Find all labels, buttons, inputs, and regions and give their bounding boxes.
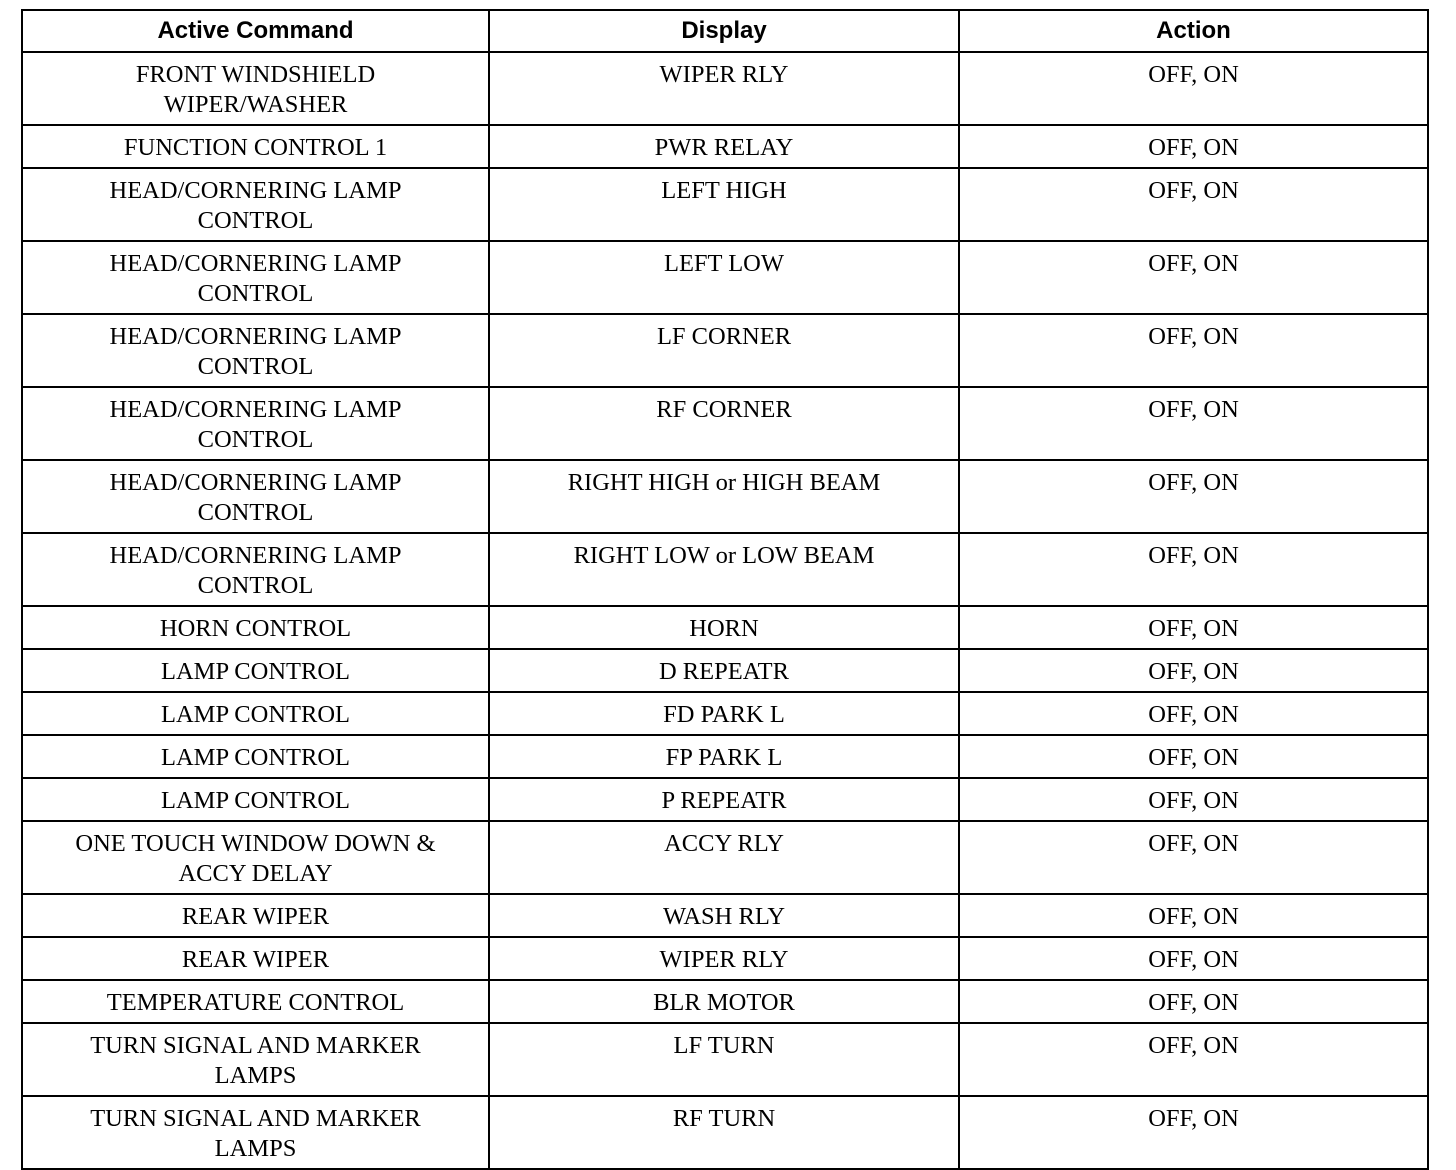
cell-active-command: [22, 1096, 489, 1169]
command-line: TURN SIGNAL AND MARKER: [90, 1032, 421, 1059]
command-line: LAMP CONTROL: [161, 744, 350, 771]
table-row: [22, 52, 1428, 125]
cell-active-command: [22, 241, 489, 314]
cell-action: OFF, ON: [959, 735, 1428, 778]
table-row: [22, 821, 1428, 894]
cell-active-command: [22, 937, 489, 980]
table-row: [22, 460, 1428, 533]
cell-display: FD PARK L: [489, 692, 959, 735]
command-line: CONTROL: [197, 499, 314, 526]
cell-display: FP PARK L: [489, 735, 959, 778]
cell-display: WIPER RLY: [489, 937, 959, 980]
cell-active-command: [22, 460, 489, 533]
cell-action: OFF, ON: [959, 387, 1428, 460]
cell-display: WASH RLY: [489, 894, 959, 937]
cell-active-command: [22, 980, 489, 1023]
cell-action: OFF, ON: [959, 1023, 1428, 1096]
command-line: TEMPERATURE CONTROL: [106, 989, 405, 1016]
cell-display: D REPEATR: [489, 649, 959, 692]
cell-active-command: [22, 692, 489, 735]
cell-action: OFF, ON: [959, 980, 1428, 1023]
table-row: [22, 533, 1428, 606]
command-line: LAMP CONTROL: [161, 658, 350, 685]
cell-action: OFF, ON: [959, 168, 1428, 241]
table-row: [22, 778, 1428, 821]
command-line: HEAD/CORNERING LAMP: [109, 542, 402, 569]
table-row: [22, 1023, 1428, 1096]
command-line: WIPER/WASHER: [163, 91, 348, 118]
cell-display: LF TURN: [489, 1023, 959, 1096]
command-line: HEAD/CORNERING LAMP: [109, 323, 402, 350]
command-line: LAMP CONTROL: [161, 787, 350, 814]
cell-display: HORN: [489, 606, 959, 649]
table-row: [22, 387, 1428, 460]
cell-action: OFF, ON: [959, 460, 1428, 533]
table-row: [22, 125, 1428, 168]
cell-action: OFF, ON: [959, 241, 1428, 314]
command-line: HEAD/CORNERING LAMP: [109, 177, 402, 204]
cell-action: OFF, ON: [959, 821, 1428, 894]
table-row: [22, 649, 1428, 692]
cell-display: ACCY RLY: [489, 821, 959, 894]
command-line: ONE TOUCH WINDOW DOWN &: [75, 830, 436, 857]
cell-action: OFF, ON: [959, 606, 1428, 649]
cell-action: OFF, ON: [959, 125, 1428, 168]
table-row: [22, 937, 1428, 980]
cell-active-command: [22, 52, 489, 125]
cell-active-command: [22, 649, 489, 692]
cell-display: P REPEATR: [489, 778, 959, 821]
command-line: TURN SIGNAL AND MARKER: [90, 1105, 421, 1132]
cell-display: WIPER RLY: [489, 52, 959, 125]
command-line: FUNCTION CONTROL 1: [123, 134, 388, 161]
cell-active-command: [22, 735, 489, 778]
command-line: HEAD/CORNERING LAMP: [109, 396, 402, 423]
cell-action: OFF, ON: [959, 314, 1428, 387]
table-row: [22, 241, 1428, 314]
cell-display: BLR MOTOR: [489, 980, 959, 1023]
table-row: [22, 606, 1428, 649]
cell-active-command: [22, 778, 489, 821]
command-line: CONTROL: [197, 207, 314, 234]
active-command-table: [21, 9, 1429, 1170]
command-line: HEAD/CORNERING LAMP: [109, 469, 402, 496]
cell-display: LEFT HIGH: [489, 168, 959, 241]
command-line: HORN CONTROL: [159, 615, 352, 642]
cell-active-command: [22, 314, 489, 387]
command-line: REAR WIPER: [181, 903, 330, 930]
header-display: Display: [489, 10, 959, 52]
cell-action: OFF, ON: [959, 692, 1428, 735]
cell-active-command: [22, 821, 489, 894]
cell-display: PWR RELAY: [489, 125, 959, 168]
cell-action: OFF, ON: [959, 937, 1428, 980]
header-row: [22, 10, 1428, 52]
cell-action: OFF, ON: [959, 649, 1428, 692]
cell-display: RIGHT HIGH or HIGH BEAM: [489, 460, 959, 533]
cell-display: LEFT LOW: [489, 241, 959, 314]
header-action: Action: [959, 10, 1428, 52]
table-row: [22, 1096, 1428, 1169]
command-line: ACCY DELAY: [178, 860, 333, 887]
command-line: CONTROL: [197, 426, 314, 453]
cell-display: RF TURN: [489, 1096, 959, 1169]
cell-active-command: [22, 125, 489, 168]
cell-action: OFF, ON: [959, 533, 1428, 606]
cell-active-command: [22, 387, 489, 460]
command-line: REAR WIPER: [181, 946, 330, 973]
cell-action: OFF, ON: [959, 1096, 1428, 1169]
cell-action: OFF, ON: [959, 52, 1428, 125]
header-active-command: Active Command: [22, 10, 489, 52]
cell-action: OFF, ON: [959, 894, 1428, 937]
command-line: FRONT WINDSHIELD: [135, 61, 376, 88]
cell-display: RF CORNER: [489, 387, 959, 460]
table-row: [22, 735, 1428, 778]
command-line: LAMP CONTROL: [161, 701, 350, 728]
command-line: HEAD/CORNERING LAMP: [109, 250, 402, 277]
table-body: [22, 52, 1428, 1169]
command-line: CONTROL: [197, 353, 314, 380]
cell-active-command: [22, 894, 489, 937]
cell-active-command: [22, 1023, 489, 1096]
cell-display: LF CORNER: [489, 314, 959, 387]
cell-active-command: [22, 606, 489, 649]
table-row: [22, 894, 1428, 937]
cell-active-command: [22, 168, 489, 241]
table-row: [22, 314, 1428, 387]
table-row: [22, 980, 1428, 1023]
command-line: LAMPS: [214, 1135, 297, 1162]
cell-display: RIGHT LOW or LOW BEAM: [489, 533, 959, 606]
table-row: [22, 168, 1428, 241]
command-line: CONTROL: [197, 280, 314, 307]
table-row: [22, 692, 1428, 735]
cell-action: OFF, ON: [959, 778, 1428, 821]
cell-active-command: [22, 533, 489, 606]
command-line: LAMPS: [214, 1062, 297, 1089]
command-line: CONTROL: [197, 572, 314, 599]
